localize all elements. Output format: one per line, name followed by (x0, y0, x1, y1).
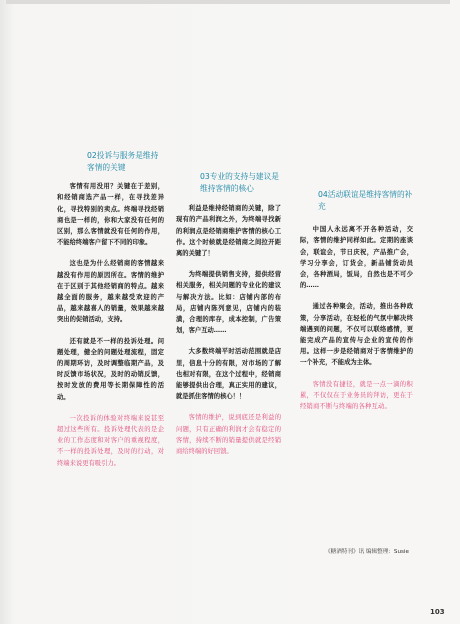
source-credit: 《糖酒特刊》讯 编辑整理：Susie (325, 549, 409, 555)
section-04-title: 04活动联谊是维持客情的补充 (318, 190, 413, 211)
section-03-title: 03专业的支持与建议是维持客情的核心 (200, 172, 279, 193)
top-edge-bar (6, 0, 450, 4)
section-03-paragraph: 大多数终端平时活动范围就是店里，信息十分的有限，对市场的了解也相对有限，在这个过程中，经销商能够提供出合理，真正实用的建议，就是抓住客情的核心！！ (176, 348, 281, 401)
section-02-title: 02投诉与服务是维持客情的关键 (87, 151, 159, 172)
section-04-paragraph: 中国人永远离不开各种活动，交际，客情的维护同样如此。定期的座谈会，联谊会，节日庆祝，产品推广会，学习分享会，订货会，新品铺货动员会，各种酒局，饭局，自然也是不可少的…… (300, 226, 413, 290)
section-03-column (176, 171, 281, 467)
section-03-paragraph: 为终端提供销售支持，提供经营相关服务，相关问题的专业化的建议与解决方法。比如：店铺内部的布局，店铺内陈列意见，店铺内的装潢，合理的库存，成本控制，广告策划，客户互动…… (176, 271, 281, 335)
section-03-paragraph: 利益是维持经销商的关键，除了现有的产品利润之外，为终端寻找新的利润点是经销商维护客情的核心工作。这个时候就是经销商之间拉开距离的关键了！ (176, 205, 281, 257)
section-03-highlight: 客情的维护，说到底还是利益的问题，只有正确的利润才会有稳定的客情，持续不断的销量提供就是经销商给终端的好回馈。 (176, 414, 281, 456)
page-number: 103 (430, 608, 445, 616)
section-02-paragraph: 客情有用没用？关键在于差别，和经销商选产品一样，在寻找差异化，寻找特别的卖点。终端寻找经销商也是一样的，你和大家没有任何的区别，那么客情就没有任何的作用，不能给终端客户留下不同的印象。 (57, 183, 164, 247)
section-02-column (57, 150, 164, 479)
section-04-paragraph: 通过各种聚会，活动，推出各种政策，分享活动，在轻松的气氛中解决终端遇到的问题，不仅可以联络感情，更能完成产品的宣传与企业的宣传的作用。这样一步是经销商对于客情维护的一个补充，不能成为主体。 (300, 303, 413, 367)
section-04-column (300, 189, 413, 422)
section-04-highlight: 客情没有捷径，就是一点一滴的积累，不仅仅在于业务员的拜访，更在于经销商不断与终端的各种互动。 (300, 380, 413, 411)
section-02-paragraph: 这也是为什么经销商的客情越来越没有作用的原因所在。客情的维护在于区别于其他经销商的特点。越来越全面的服务，越来越受欢迎的产品，越来越喜人的销量，效果越来越突出的促销活动，支持。 (57, 260, 164, 324)
section-02-paragraph: 还有就是不一样的投诉处理。问题处理，健全的问题处理流程，固定的周期环访，及时调整临期产品，及时反馈市场状况，及时的动销反馈，按时发放的费用等长期保障性的活动。 (57, 337, 164, 401)
section-02-highlight: 一次投诉的体验对终端来说甚至超过这些所有。投诉处理代表的是企业的工作态度和对客户的重视程度，不一样的投诉处理，及时的行动，对终端来说更有吸引力。 (57, 414, 164, 467)
